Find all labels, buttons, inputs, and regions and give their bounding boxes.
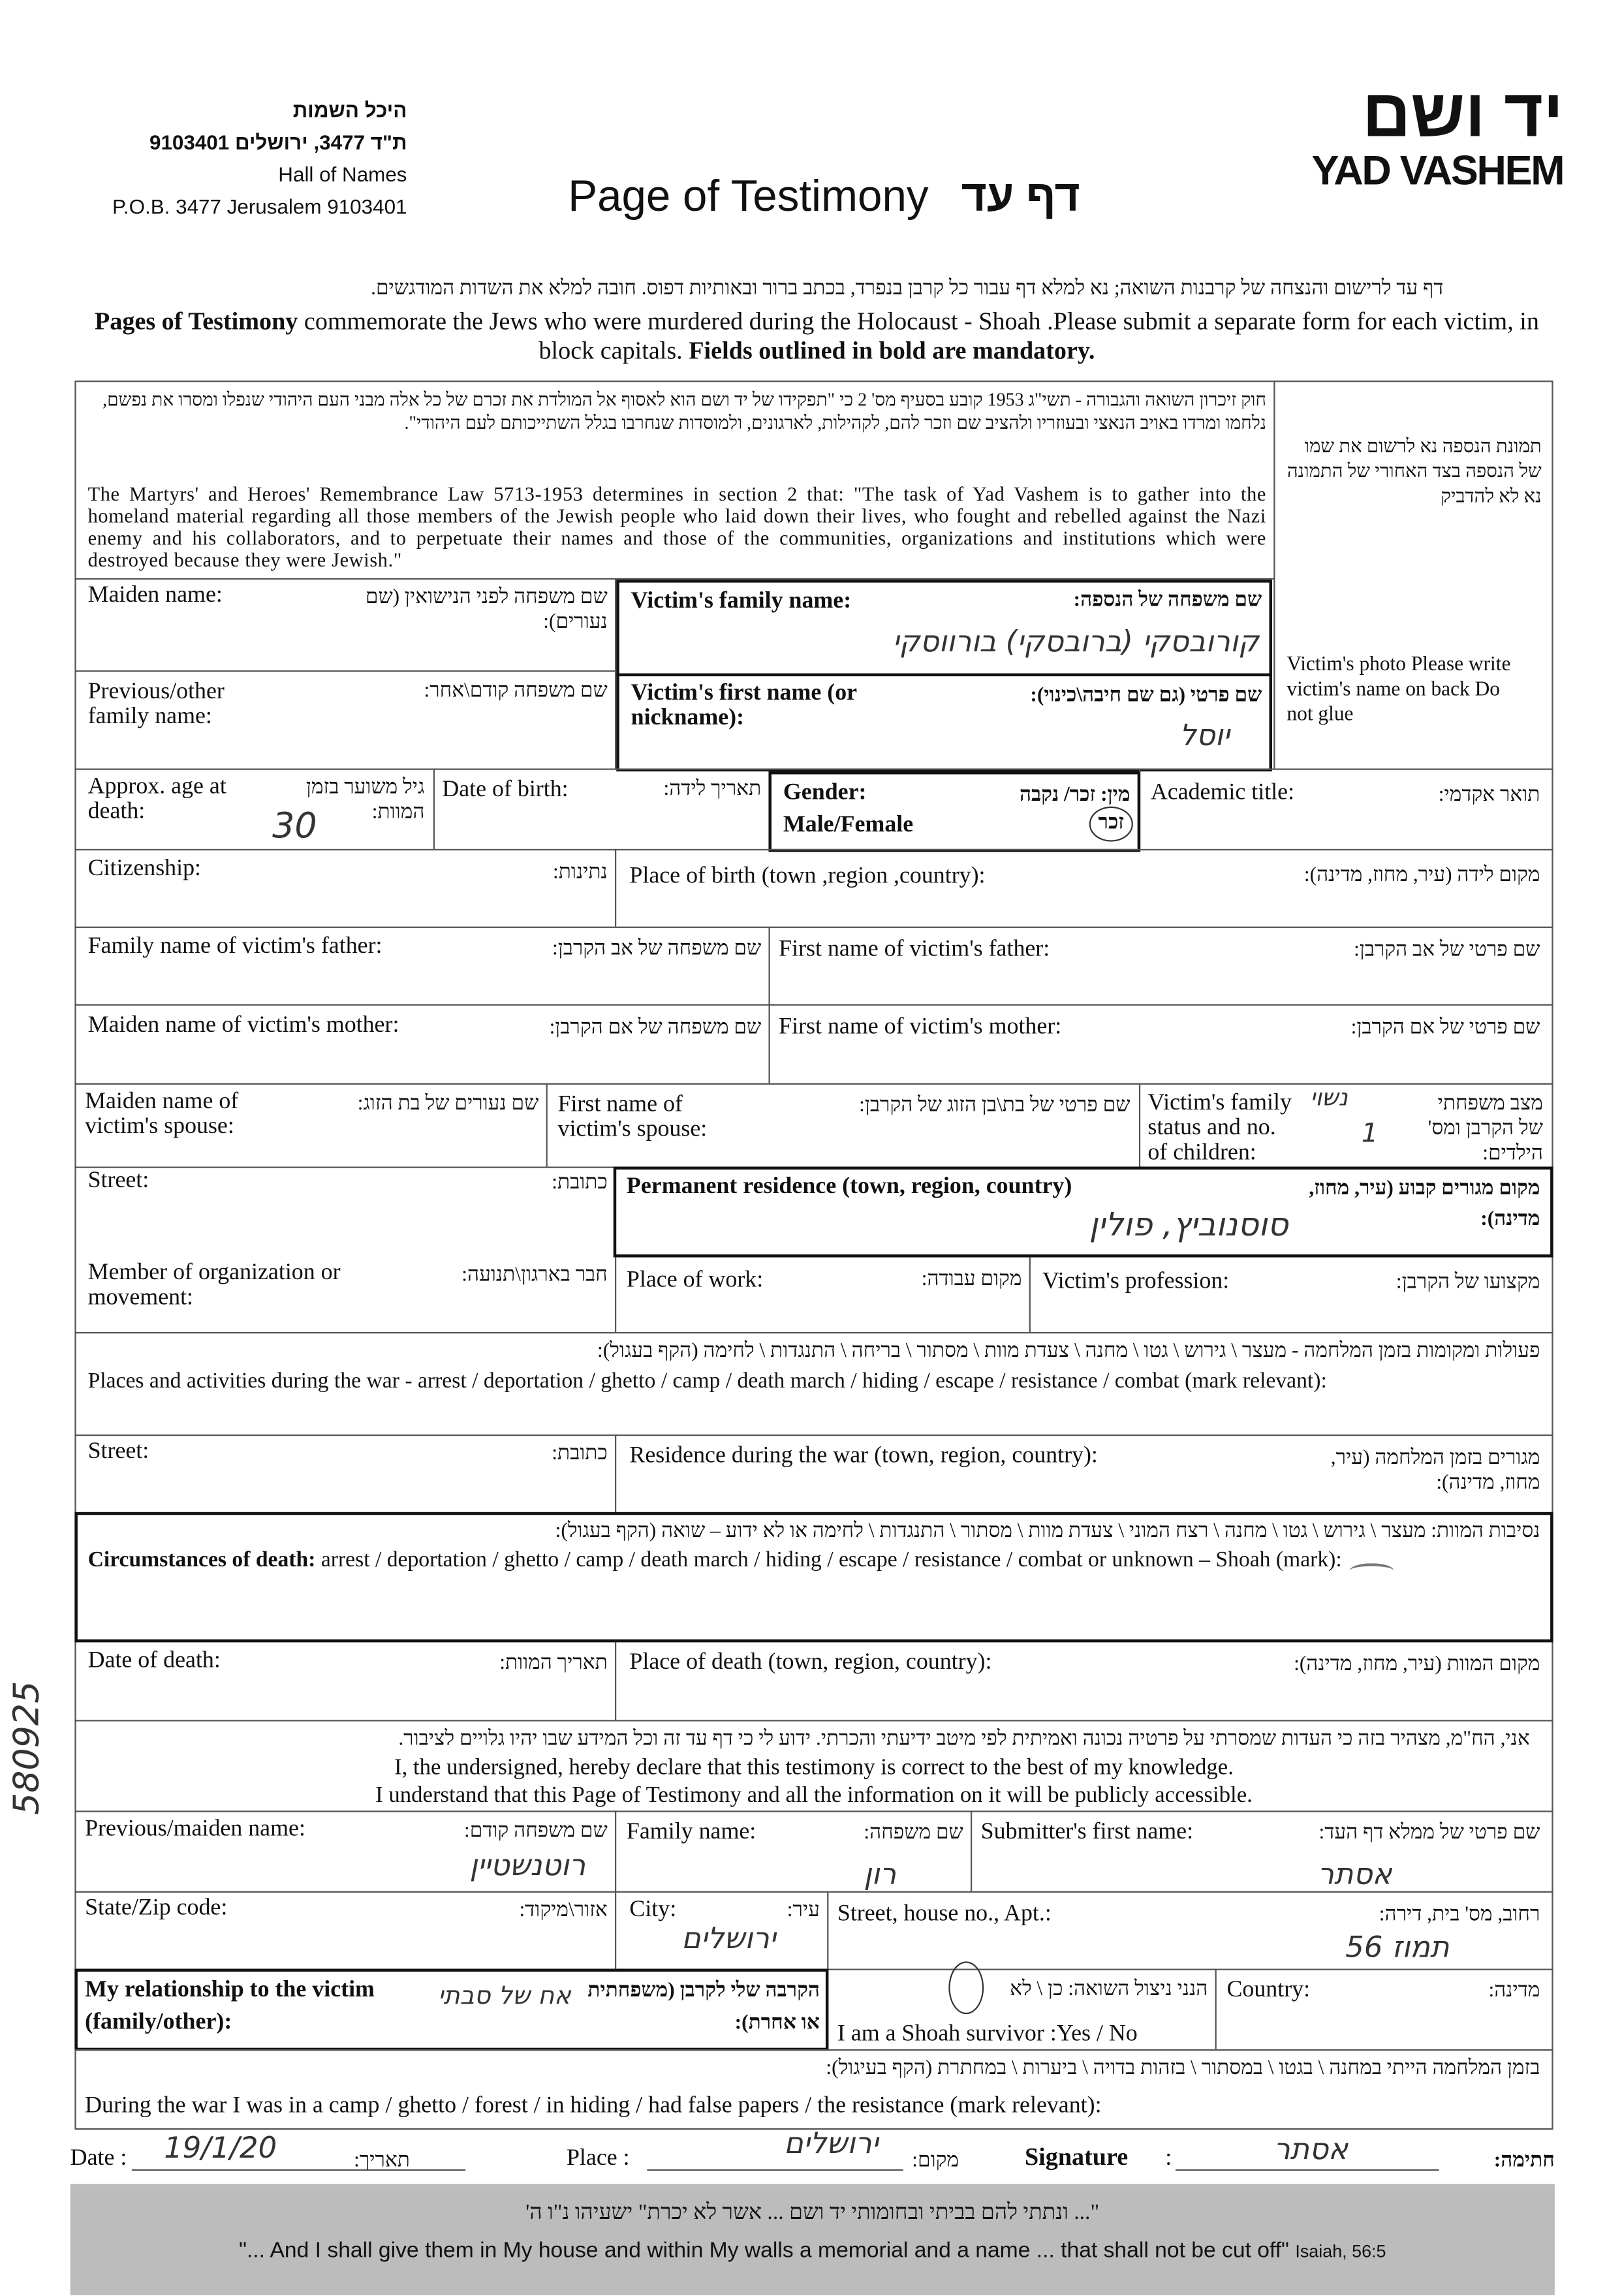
maiden-name-label-he: שם משפחה לפני הנישואין (שם נעורים):: [365, 587, 608, 634]
submitter-street-label: Street, house no., Apt.:: [837, 1901, 1052, 1927]
profession-label-he: מקצועו של הקרבן:: [1396, 1271, 1540, 1294]
logo-he: יד ושם: [1362, 74, 1564, 151]
logo-en: YAD VASHEM: [1311, 147, 1564, 194]
war-street-label-he: כתובת:: [552, 1443, 608, 1466]
street-label: Street:: [87, 1168, 149, 1193]
family-status-label: Victim's family status and no. of children:: [1147, 1090, 1292, 1166]
place-of-birth-label: Place of birth (town ,region ,country):: [629, 863, 986, 889]
submitter-street-value[interactable]: תמוז 56: [1345, 1929, 1450, 1964]
age-label: Approx. age at death:: [87, 774, 226, 824]
circumstances-options: arrest / deportation / ghetto / camp / death march / hiding / escape / resistance / combat or unknown – Shoah (mark):: [315, 1548, 1342, 1572]
submitter-previous-name-label: Previous/maiden name:: [85, 1816, 305, 1842]
father-first-name-label: First name of victim's father:: [779, 937, 1050, 962]
signature-value[interactable]: אסתר: [1273, 2131, 1349, 2167]
victim-family-name-label-he: שם משפחה של הנספה:: [1073, 589, 1262, 612]
father-family-name-label-he: שם משפחה של אב הקרבן:: [552, 938, 762, 961]
dob-label-he: תאריך לידה:: [663, 779, 762, 801]
relationship-value[interactable]: אח של סבתי: [437, 1981, 571, 2011]
city-label-he: עיר:: [787, 1900, 820, 1922]
academic-title-label-he: תואר אקדמי:: [1438, 784, 1540, 807]
place-of-death-label-he: מקום המוות (עיר, מחוז, מדינה):: [1294, 1654, 1540, 1677]
street-label-he: כתובת:: [552, 1172, 608, 1195]
submitter-first-name-label-he: שם פרטי של ממלא דף העד:: [1318, 1822, 1540, 1844]
signature-label: Signature: [1024, 2143, 1129, 2171]
mother-maiden-name-label: Maiden name of victim's mother:: [87, 1013, 399, 1038]
date-of-death-label-he: תאריך המוות:: [499, 1652, 608, 1675]
submitter-first-name-value[interactable]: אסתר: [1317, 1855, 1392, 1891]
pob-he: ת"ד 3477, ירושלים 9103401: [149, 130, 407, 154]
submitter-family-name-label-he: שם משפחה:: [864, 1822, 963, 1844]
signature-colon: :: [1165, 2145, 1172, 2171]
submitter-war-label-he: בזמן המלחמה הייתי במחנה \ בגטו \ במסתור \ בזהות בדויה \ ביערות \ במחתרת (הקף בעיגול):: [826, 2058, 1540, 2081]
photo-note-en: Victim's photo Please write victim's name on back Do not glue: [1287, 654, 1511, 726]
title-en: Page of Testimony: [568, 172, 929, 221]
footer-quote-band: [70, 2184, 1555, 2295]
footer-quote-en: [70, 2238, 1555, 2263]
declaration-line-1: I, the undersigned, hereby declare that this testimony is correct to the best of my knowledge.: [394, 1755, 1234, 1780]
declaration-en: [74, 1754, 1553, 1809]
intro-text: commemorate the Jews who were murdered during the Holocaust - Shoah .Please submit a separate form for each victim, in block capitals.: [298, 307, 1539, 365]
gender-value: זכר: [1098, 812, 1125, 835]
date-label: Date :: [70, 2145, 127, 2171]
family-status-label-he: מצב משפחתי של הקרבן ומס' הילדים:: [1427, 1093, 1543, 1166]
submitter-previous-name-label-he: שם משפחה קודם:: [464, 1821, 608, 1843]
header-address: [88, 94, 407, 223]
submitter-family-name-label: Family name:: [626, 1819, 756, 1844]
place-label-he: מקום:: [912, 2150, 959, 2173]
permanent-residence-label-he: מקום מגורים קבוע (עיר, מחוז, מדינה):: [1309, 1178, 1540, 1232]
mother-maiden-name-label-he: שם משפחה של אם הקרבן:: [549, 1017, 762, 1040]
circumstances-label: [88, 1549, 1342, 1574]
victim-first-name-value[interactable]: יוסל: [1179, 717, 1230, 752]
mother-first-name-label-he: שם פרטי של אם הקרבן:: [1350, 1017, 1540, 1040]
organization-label-he: חבר בארגון\תנועה:: [461, 1264, 608, 1287]
declaration-he: אני, הח"מ, מצהיר בזה כי העדות שמסרתי על פרטיה נכונה ואמיתית לפי מיטב ידיעתי והכרתי. ידוע לי כי דף עד זה וכל המידע שבו יהיו גלויים לציבור.: [398, 1728, 1530, 1751]
footer-quote-text: "... And I shall give them in My house and within My walls a memorial and a name ... that shall not be cut off": [238, 2238, 1289, 2263]
father-first-name-label-he: שם פרטי של אב הקרבן:: [1354, 939, 1540, 962]
maiden-name-label: Maiden name:: [87, 582, 223, 608]
previous-name-label-he: שם משפחה קודם\אחר:: [424, 680, 608, 703]
survivor-no-circle[interactable]: [948, 1961, 984, 2014]
dept-he: היכל השמות: [292, 98, 407, 122]
intro-mandatory: Fields outlined in bold are mandatory.: [689, 336, 1095, 365]
signature-label-he: חתימה:: [1493, 2150, 1555, 2173]
victim-family-name-label: Victim's family name:: [631, 588, 852, 613]
submitter-first-name-label: Submitter's first name:: [980, 1819, 1194, 1844]
pob-en: P.O.B. 3477 Jerusalem 9103401: [112, 194, 407, 219]
gender-label: Gender: Male/Female: [783, 780, 914, 837]
page-title: [568, 173, 1080, 223]
intro-en: [85, 307, 1549, 366]
war-activities-label-he: פעולות ומקומות בזמן המלחמה - מעצר \ גירוש \ גטו \ מחנה \ צעדת מוות \ מסתור \ בריחה \ התנגדות \ לחימה (הקף בעגול):: [597, 1341, 1540, 1363]
title-he: דף עד: [961, 172, 1080, 221]
academic-title-label: Academic title:: [1150, 780, 1295, 805]
children-count-value[interactable]: 1: [1361, 1118, 1379, 1149]
yad-vashem-logo: [1277, 76, 1564, 193]
spouse-maiden-name-label: Maiden name of victim's spouse:: [85, 1089, 239, 1139]
citizenship-label-he: נתינות:: [553, 862, 608, 884]
country-label-he: מדינה:: [1488, 1980, 1540, 2003]
spouse-first-name-label-he: שם פרטי של בת\בן הזוג של הקרבן:: [859, 1094, 1131, 1117]
spouse-first-name-label: First name of victim's spouse:: [557, 1092, 708, 1142]
shoah-mark: [1350, 1563, 1394, 1577]
place-of-work-label: Place of work:: [626, 1267, 764, 1293]
law-he: חוק זיכרון השואה והגבורה - תשי"ג 1953 קובע בסעיף מס' 2 כי "תפקידו של יד ושם הוא לאסוף אל המולדת את זכרם של כל אלה מבני העם היהודי שנפלו ומסרו את נפשם, נלחמו ומרדו באויב הנאצי ובעוזריו ולהציב שם וזכר להם, לקהילות, לארגונים, ולמוסדות שנחרבו בגלל השתייכותם לעם היהודי".: [102, 389, 1267, 433]
relationship-label: My relationship to the victim (family/other):: [85, 1978, 375, 2035]
country-label: Country:: [1226, 1978, 1311, 2003]
circumstances-label-he: נסיבות המוות: מעצר \ גירוש \ גטו \ מחנה \ רצח המוני \ צעדת מוות \ מסתור \ התנגדות \ לחימה או לא ידוע – שואה (הקף בעגול):: [555, 1521, 1540, 1543]
place-value[interactable]: ירושלים: [784, 2125, 879, 2161]
survivor-label: I am a Shoah survivor :Yes / No: [837, 2021, 1138, 2047]
dob-label: Date of birth:: [442, 777, 569, 803]
intro-bold: Pages of Testimony: [94, 307, 298, 335]
age-value[interactable]: 30: [272, 805, 317, 846]
profession-label: Victim's profession:: [1042, 1269, 1230, 1294]
age-label-he: גיל משוער בזמן המוות:: [305, 777, 425, 824]
submitter-previous-name-value[interactable]: רוטנשטיין: [469, 1847, 586, 1883]
war-street-label: Street:: [87, 1438, 149, 1464]
survivor-label-he: הנני ניצול השואה: כן \ לא: [1010, 1979, 1208, 2001]
relationship-label-he: הקרבה שלי לקרבן (משפחתית או אחרת):: [587, 1980, 820, 2035]
declaration-line-2: I understand that this Page of Testimony and all the information on it will be publicly accessible.: [375, 1782, 1253, 1808]
date-value[interactable]: 19/1/20: [164, 2130, 277, 2165]
date-of-death-label: Date of death:: [87, 1648, 221, 1673]
date-label-he: תאריך:: [354, 2150, 410, 2173]
gender-label-he: מין: זכר/ נקבה: [1019, 784, 1131, 807]
place-of-work-label-he: מקום עבודה:: [921, 1269, 1022, 1292]
circumstances-bold: Circumstances of death:: [87, 1548, 316, 1572]
victim-first-name-label-he: שם פרטי (גם שם חיבה\כינוי):: [1030, 685, 1262, 707]
margin-archive-number: 580925: [5, 1681, 47, 1816]
photo-note-he: תמונת הנספה נא לרשום את שמו של הנספה בצד האחורי של התמונה נא לא להדביק: [1287, 435, 1542, 507]
submitter-family-name-value[interactable]: רון: [864, 1855, 897, 1891]
zip-label: State/Zip code:: [85, 1895, 228, 1921]
place-of-death-label: Place of death (town, region, country):: [629, 1649, 992, 1675]
family-status-value[interactable]: נשוי: [1310, 1083, 1348, 1111]
submitter-war-label[interactable]: During the war I was in a camp / ghetto / forest / in hiding / had false papers / the resistance (mark relevant):: [85, 2093, 1102, 2118]
place-of-birth-label-he: מקום לידה (עיר, מחוז, מדינה):: [1303, 865, 1540, 888]
zip-label-he: אזור\מיקוד:: [519, 1900, 608, 1922]
gender-male-circle[interactable]: [1089, 807, 1133, 842]
previous-name-label: Previous/other family name:: [87, 679, 225, 729]
footer-quote-ref: Isaiah, 56:5: [1295, 2241, 1386, 2262]
city-value[interactable]: ירושלים: [681, 1920, 776, 1956]
submitter-street-label-he: רחוב, מס' בית, דירה:: [1379, 1904, 1540, 1927]
spouse-maiden-name-label-he: שם נעורים של בת הזוג:: [357, 1093, 539, 1116]
place-label: Place :: [566, 2145, 630, 2171]
mother-first-name-label: First name of victim's mother:: [779, 1014, 1062, 1040]
war-residence-label-he: מגורים בזמן המלחמה (עיר, מחוז, מדינה):: [1330, 1448, 1540, 1495]
law-en: The Martyrs' and Heroes' Remembrance Law 5713-1953 determines in section 2 that: "The task of Yad Vashem is to gather into the homeland material regarding all those members of the Jewish people who laid down their lives, who fought and rebelled against the Nazi enemy and his collaborators, and to perpetuate their names and those of the communities, organizations and institutions which were destroyed because they were Jewish.": [87, 483, 1267, 571]
city-label: City:: [629, 1897, 677, 1922]
permanent-residence-value[interactable]: סוסנוביץ, פולין: [1089, 1207, 1288, 1245]
intro-he: דף עד לרישום והנצחה של קרבנות השואה; נא למלא דף עבור כל קרבן בנפרד, בכתב ברור ובאותיות דפוס. חובה למלא את השדות המודגשים.: [371, 278, 1444, 300]
war-residence-label: Residence during the war (town, region, country):: [629, 1443, 1098, 1468]
dept-en: Hall of Names: [278, 162, 407, 186]
war-activities-label[interactable]: Places and activities during the war - arrest / deportation / ghetto / camp / death march / hiding / escape / resistance / combat (mark relevant):: [87, 1370, 1327, 1394]
victim-family-name-value[interactable]: קורובסקי (ברובסקי) בורווסקי: [892, 623, 1259, 659]
footer-quote-he: "... ונתתי להם בביתי ובחומותי יד ושם ... אשר לא יכרת" ישעיהו נ"ו ה': [525, 2201, 1100, 2226]
permanent-residence-label: Permanent residence (town, region, country): [626, 1173, 1072, 1199]
citizenship-label: Citizenship:: [87, 856, 201, 882]
organization-label: Member of organization or movement:: [87, 1260, 341, 1311]
victim-first-name-label: Victim's first name (or nickname):: [631, 680, 857, 731]
father-family-name-label: Family name of victim's father:: [87, 933, 382, 959]
